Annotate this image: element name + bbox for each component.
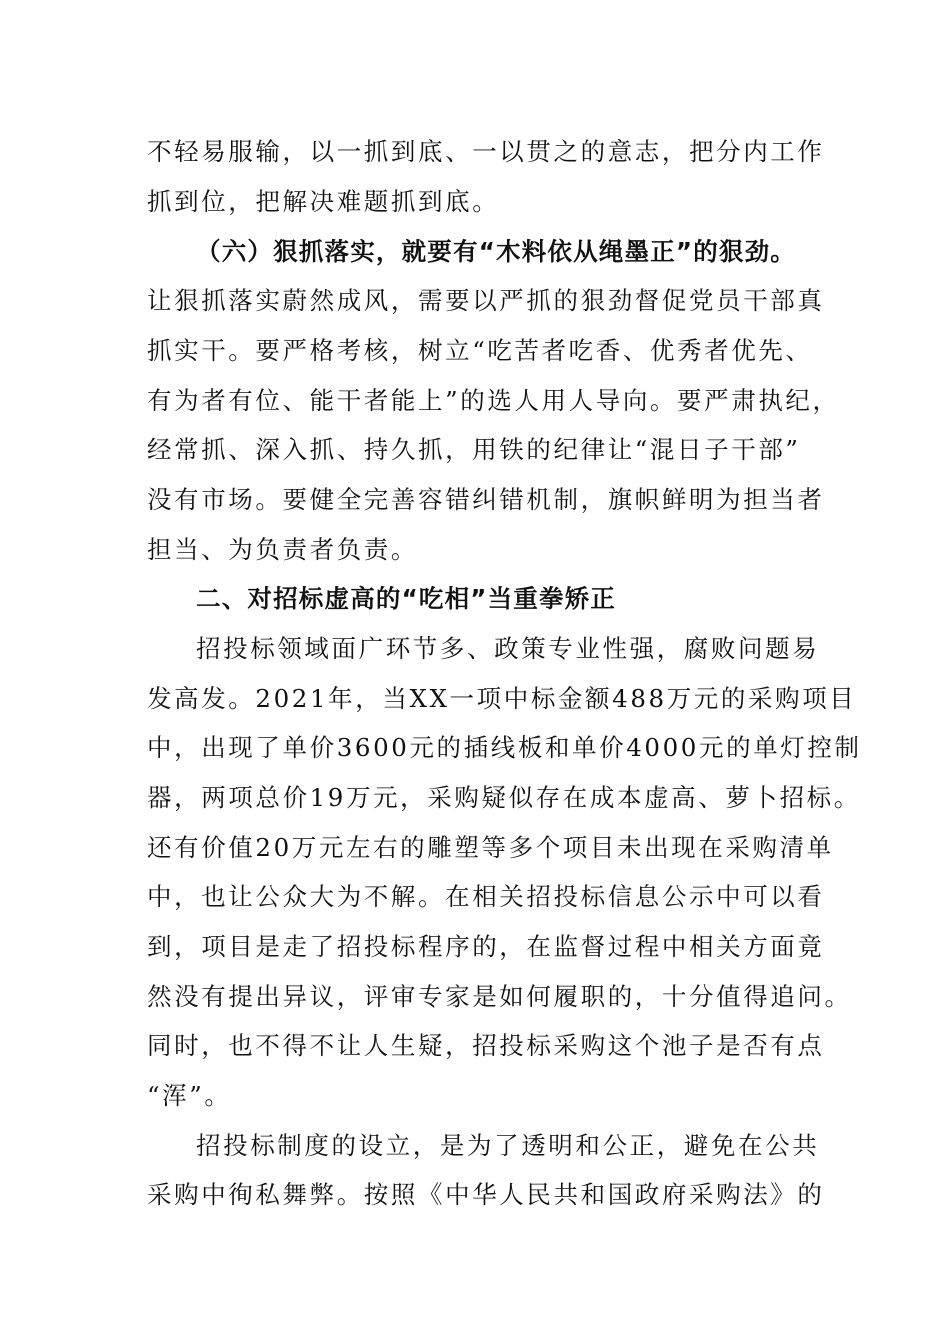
text-line-6: 有为者有位、能干者能上”的选人用人导向。要严肃执纪，: [147, 386, 840, 415]
text-line-8: 没有市场。要健全完善容错纠错机制，旗帜鲜明为担当者: [147, 485, 825, 514]
text-line-14: 器，两项总价19万元，采购疑似存在成本虚高、萝卜招标。: [147, 783, 861, 812]
text-line-7: 经常抓、深入抓、持久抓，用铁的纪律让“混日子干部”: [147, 435, 801, 464]
section-heading-two: 二、对招标虚高的“吃相”当重拳矫正: [196, 584, 617, 613]
text-line-2: 抓到位，把解决难题抓到底。: [147, 187, 500, 216]
text-line-1: 不轻易服输，以一抓到底、一以贯之的意志，把分内工作: [147, 137, 825, 166]
text-line-15: 还有价值20万元左右的雕塑等多个项目未出现在采购清单: [147, 833, 834, 862]
text-line-17: 到，项目是走了招投标程序的，在监督过程中相关方面竟: [147, 932, 825, 961]
text-line-9: 担当、为负责者负责。: [147, 535, 418, 564]
text-line-11: 招投标领域面广环节多、政策专业性强，腐败问题易: [196, 634, 820, 663]
text-line-4: 让狠抓落实蔚然成风，需要以严抓的狠劲督促党员干部真: [147, 286, 825, 315]
text-line-13: 中，出现了单价3600元的插线板和单价4000元的单灯控制: [147, 733, 862, 762]
text-line-16: 中，也让公众大为不解。在相关招投标信息公示中可以看: [147, 882, 825, 911]
text-line-18: 然没有提出异议，评审专家是如何履职的，十分值得追问。: [147, 982, 852, 1011]
text-line-5: 抓实干。要严格考核，树立“吃苦者吃香、优秀者优先、: [147, 336, 813, 365]
text-line-19: 同时，也不得不让人生疑，招投标采购这个池子是否有点: [147, 1031, 825, 1060]
text-line-22: 采购中徇私舞弊。按照《中华人民共和国政府采购法》的: [147, 1180, 825, 1209]
text-line-20: “浑”。: [147, 1081, 232, 1110]
text-line-12: 发高发。2021年，当XX一项中标金额488万元的采购项目: [147, 684, 857, 713]
text-line-21: 招投标制度的设立，是为了透明和公正，避免在公共: [196, 1131, 820, 1160]
section-heading-six: （六）狠抓落实，就要有“木料依从绳墨正”的狠劲。: [196, 237, 797, 266]
